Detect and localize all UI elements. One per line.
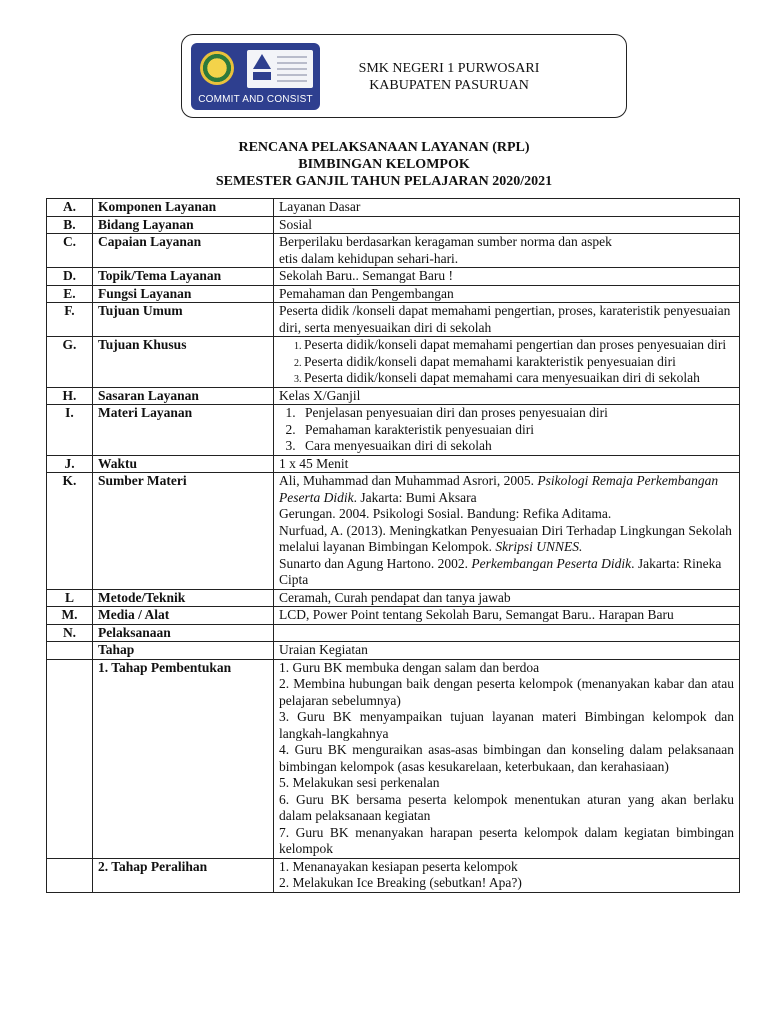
reference-entry: Gerungan. 2004. Psikologi Sosial. Bandung: Refika Aditama. — [279, 506, 612, 521]
row-value: Uraian Kegiatan — [274, 642, 740, 660]
rpl-table — [46, 198, 740, 893]
row-label: Topik/Tema Layanan — [93, 268, 274, 286]
activity-line: 1. Menanayakan kesiapan peserta kelompok — [279, 858, 518, 874]
row-code: K. — [47, 473, 93, 590]
row-code: F. — [47, 303, 93, 337]
table-row — [47, 473, 740, 590]
regency-name: KABUPATEN PASURUAN — [369, 78, 529, 93]
row-label: Tahap — [93, 642, 274, 660]
activity-line: 5. Melakukan sesi perkenalan — [279, 775, 440, 790]
table-row — [47, 268, 740, 286]
row-value: 1 x 45 Menit — [274, 455, 740, 473]
row-code: I. — [47, 405, 93, 456]
table-row — [47, 405, 740, 456]
row-code: N. — [47, 624, 93, 642]
table-row — [47, 642, 740, 660]
school-logo — [191, 43, 320, 110]
row-label: Fungsi Layanan — [93, 285, 274, 303]
row-label: Bidang Layanan — [93, 216, 274, 234]
row-code — [47, 659, 93, 858]
table-row — [47, 624, 740, 642]
title-line-3: SEMESTER GANJIL TAHUN PELAJARAN 2020/2021 — [215, 174, 553, 189]
table-row — [47, 199, 740, 217]
row-value — [274, 234, 740, 268]
row-label: 1. Tahap Pembentukan — [93, 659, 274, 858]
table-row — [47, 337, 740, 388]
reference-entry: Nurfuad, A. (2013). Meningkatkan Penyesuaian Diri Terhadap Lingkungan Sekolah melalui layanan Bimbingan Kelompok. Skripsi UNNES. — [279, 522, 732, 554]
row-value: Layanan Dasar — [274, 199, 740, 217]
row-label: Waktu — [93, 455, 274, 473]
row-label: Materi Layanan — [93, 405, 274, 456]
row-value: Pemahaman dan Pengembangan — [274, 285, 740, 303]
table-row — [47, 858, 740, 892]
table-row — [47, 387, 740, 405]
row-label: 2. Tahap Peralihan — [93, 858, 274, 892]
table-row — [47, 455, 740, 473]
row-value — [274, 659, 740, 858]
table-row — [47, 216, 740, 234]
row-value: Sosial — [274, 216, 740, 234]
certification-badge-icon — [247, 50, 313, 88]
row-label: Komponen Layanan — [93, 199, 274, 217]
list-item: 1. Penjelasan penyesuaian diri dan proses penyesuaian diri — [299, 405, 734, 422]
row-value — [274, 624, 740, 642]
row-label: Pelaksanaan — [93, 624, 274, 642]
document-title — [0, 139, 768, 190]
row-label: Sumber Materi — [93, 473, 274, 590]
list-item: 3. Cara menyesuaikan diri di sekolah — [299, 438, 734, 455]
row-value — [274, 337, 740, 388]
row-value — [274, 473, 740, 590]
activity-line: 2. Membina hubungan baik dengan peserta kelompok (menanyakan kabar dan atau pelajaran sebelumnya) — [279, 676, 734, 708]
material-list — [279, 405, 734, 455]
row-label: Metode/Teknik — [93, 589, 274, 607]
table-row — [47, 234, 740, 268]
reference-entry: Ali, Muhammad dan Muhammad Asrori, 2005. Psikologi Remaja Perkembangan Peserta Didik. Jakarta: Bumi Aksara — [279, 473, 719, 505]
school-identity — [330, 60, 568, 94]
title-line-1: RENCANA PELAKSANAAN LAYANAN (RPL) — [238, 140, 530, 155]
list-item: 2. Peserta didik/konseli dapat memahami karakteristik penyesuaian diri — [304, 354, 734, 371]
row-code: H. — [47, 387, 93, 405]
row-code: E. — [47, 285, 93, 303]
list-item: 2. Pemahaman karakteristik penyesuaian diri — [299, 422, 734, 439]
activity-line: 3. Guru BK menyampaikan tujuan layanan materi Bimbingan kelompok dan langkah-langkahnya — [279, 709, 734, 741]
row-value — [274, 858, 740, 892]
table-row — [47, 285, 740, 303]
row-value — [274, 405, 740, 456]
reference-entry: Sunarto dan Agung Hartono. 2002. Perkembangan Peserta Didik. Jakarta: Rineka Cipta — [279, 555, 722, 587]
row-code: B. — [47, 216, 93, 234]
row-code: D. — [47, 268, 93, 286]
table-row — [47, 659, 740, 858]
row-code — [47, 642, 93, 660]
row-code: J. — [47, 455, 93, 473]
row-code — [47, 858, 93, 892]
row-label: Sasaran Layanan — [93, 387, 274, 405]
activity-line: 4. Guru BK menguraikan asas-asas bimbingan dan konseling dalam pelaksanaan bimbingan kelompok (asas kesukarelaan, keterbukaan, dan kerahasiaan) — [279, 742, 734, 774]
table-row — [47, 589, 740, 607]
row-value: Kelas X/Ganjil — [274, 387, 740, 405]
list-item: 1. Peserta didik/konseli dapat memahami pengertian dan proses penyesuaian diri — [304, 337, 734, 354]
list-item: 3. Peserta didik/konseli dapat memahami cara menyesuaikan diri di sekolah — [304, 370, 734, 387]
activity-line: 2. Melakukan Ice Breaking (sebutkan! Apa?) — [279, 875, 522, 890]
activity-line: 7. Guru BK menanyakan harapan peserta kelompok dalam kegiatan bimbingan kelompok — [279, 824, 734, 856]
row-label: Media / Alat — [93, 607, 274, 625]
row-value: LCD, Power Point tentang Sekolah Baru, Semangat Baru.. Harapan Baru — [274, 607, 740, 625]
row-label: Tujuan Umum — [93, 303, 274, 337]
row-code: L — [47, 589, 93, 607]
table-row — [47, 607, 740, 625]
row-code: A. — [47, 199, 93, 217]
row-code: G. — [47, 337, 93, 388]
activity-line: 6. Guru BK bersama peserta kelompok menentukan aturan yang akan berlaku dalam pelaksanaan kegiatan — [279, 791, 734, 823]
logo-tagline: COMMIT AND CONSIST — [198, 94, 313, 105]
title-line-2: BIMBINGAN KELOMPOK — [298, 157, 470, 172]
school-name: SMK NEGERI 1 PURWOSARI — [358, 61, 540, 76]
row-label: Tujuan Khusus — [93, 337, 274, 388]
row-label: Capaian Layanan — [93, 234, 274, 268]
school-seal-icon — [200, 51, 234, 85]
row-code: C. — [47, 234, 93, 268]
table-row — [47, 303, 740, 337]
value-line: Berperilaku berdasarkan keragaman sumber norma dan aspek — [279, 234, 612, 249]
row-value: Ceramah, Curah pendapat dan tanya jawab — [274, 589, 740, 607]
row-value: Sekolah Baru.. Semangat Baru ! — [274, 268, 740, 286]
row-value: Peserta didik /konseli dapat memahami pengertian, proses, karateristik penyesuaian diri, serta menyesuaikan diri di sekolah — [274, 303, 740, 337]
specific-goals-list — [279, 337, 734, 387]
activity-line: 1. Guru BK membuka dengan salam dan berdoa — [279, 659, 540, 675]
row-code: M. — [47, 607, 93, 625]
value-line: etis dalam kehidupan sehari-hari. — [279, 250, 459, 266]
